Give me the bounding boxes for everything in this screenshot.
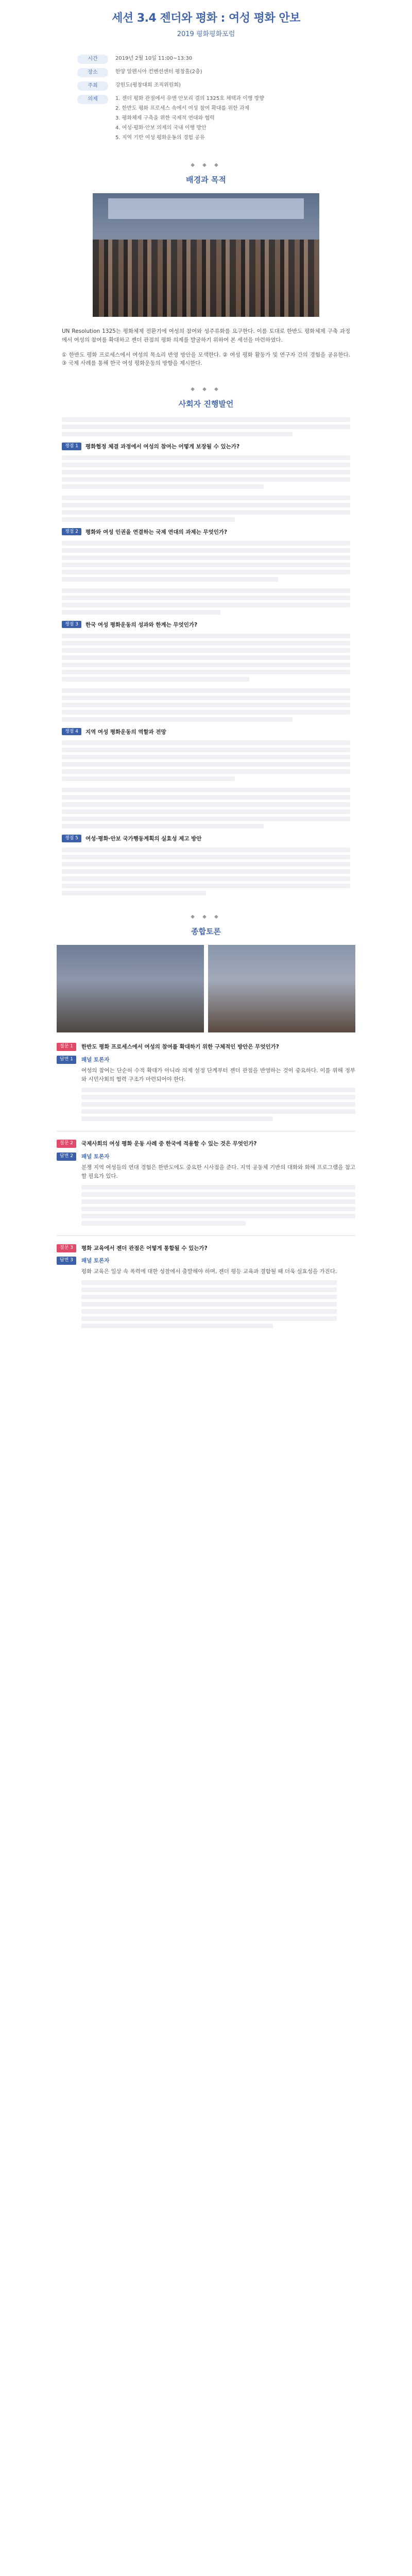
text-line: [81, 1185, 355, 1190]
answer-tag: 답변 2: [57, 1153, 76, 1161]
info-key: 주최: [77, 81, 108, 91]
section-divider: ◆ ◆ ◆: [191, 162, 221, 168]
text-line: [62, 577, 278, 582]
text-line: [62, 824, 264, 828]
text-line: [62, 884, 350, 888]
text-line: [62, 717, 293, 722]
page-title: 세션 3.4 젠더와 평화 : 여성 평화 안보: [112, 12, 300, 25]
text-line: [62, 603, 350, 607]
text-line: [62, 710, 350, 715]
text-line: [62, 855, 350, 859]
agenda-item: 1. 젠더 평화 관점에서 유엔 안보리 결의 1325호 채택과 이행 방향: [115, 95, 264, 101]
text-line: [81, 1309, 337, 1314]
text-line: [62, 555, 350, 560]
issue-title: 평화협정 체결 과정에서 여성의 참여는 어떻게 보장될 수 있는가?: [85, 444, 240, 450]
text-line: [62, 670, 350, 674]
text-line: [62, 696, 350, 700]
text-line: [62, 596, 350, 600]
info-row-agenda: [77, 95, 335, 144]
question-text: 평화 교육에서 젠더 관점은 어떻게 통합될 수 있는가?: [81, 1245, 208, 1251]
section-title-proceedings: 사회자 진행발언: [178, 399, 234, 409]
text-line: [81, 1192, 355, 1197]
text-line: [81, 1199, 355, 1204]
text-line: [62, 641, 350, 646]
discussion-photo: [57, 945, 204, 1032]
text-line: [81, 1109, 355, 1114]
question-tag: 질문 2: [57, 1140, 76, 1148]
issue-title: 한국 여성 평화운동의 성과와 한계는 무엇인가?: [85, 621, 198, 628]
text-line: [62, 703, 350, 707]
text-line: [81, 1287, 337, 1292]
text-line: [62, 655, 350, 660]
text-line: [62, 517, 235, 522]
issue-item: [62, 528, 350, 537]
text-line: [62, 817, 350, 821]
question-item: [57, 1043, 355, 1052]
text-line: [81, 1102, 355, 1107]
text-line: [62, 891, 206, 895]
text-line: [81, 1221, 246, 1226]
text-line: [62, 503, 350, 507]
question-item: [57, 1244, 355, 1253]
text-line: [62, 788, 350, 792]
section-divider: ◆ ◆ ◆: [191, 386, 221, 393]
text-line: [62, 740, 350, 745]
answer-text: 분쟁 지역 여성들의 연대 경험은 한반도에도 중요한 시사점을 준다. 지역 공동체 기반의 대화와 화해 프로그램을 참고할 필요가 있다.: [81, 1164, 355, 1179]
text-line: [81, 1316, 337, 1321]
info-key: 시간: [77, 55, 108, 64]
issue-tag: 쟁점 1: [62, 443, 81, 450]
text-line: [81, 1088, 355, 1092]
photo-crowd: [93, 240, 319, 317]
text-line: [62, 769, 350, 774]
answer-speaker: 패널 토론자: [81, 1154, 110, 1160]
text-line: [81, 1214, 355, 1218]
discussion-photos: [57, 945, 355, 1032]
text-line: [62, 648, 350, 653]
text-line: [62, 417, 350, 422]
issue-tag: 쟁점 2: [62, 528, 81, 535]
discussion-photo: [208, 945, 355, 1032]
question-item: [57, 1140, 355, 1148]
text-line: [81, 1116, 273, 1121]
info-value: 한양 알펜시아 컨벤션센터 평창홀(2층): [115, 69, 202, 75]
photo-banner: [108, 198, 304, 219]
question-text: 국제사회의 여성 평화 운동 사례 중 한국에 적용할 수 있는 것은 무엇인가?: [81, 1141, 257, 1147]
info-row-place: [77, 68, 335, 77]
info-value: 강원도(평창대회 조직위원회): [115, 82, 181, 88]
answer-speaker: 패널 토론자: [81, 1056, 110, 1063]
text-line: [62, 869, 350, 874]
text-line: [81, 1095, 355, 1099]
answer-text: 여성의 참여는 단순히 수적 확대가 아니라 의제 설정 단계부터 젠더 관점을 반영하는 것이 중요하다. 이를 위해 정부와 시민사회의 협력 구조가 마련되어야 한다.: [81, 1067, 355, 1082]
text-line: [62, 455, 350, 460]
text-line: [62, 484, 264, 489]
text-line: [62, 663, 350, 667]
question-tag: 질문 1: [57, 1043, 76, 1051]
text-line: [62, 634, 350, 638]
info-value: [115, 95, 264, 144]
question-text: 한반도 평화 프로세스에서 여성의 참여를 확대하기 위한 구체적인 방안은 무엇인가?: [81, 1044, 279, 1050]
info-row-host: [77, 81, 335, 91]
text-line: [62, 425, 350, 429]
info-key: 장소: [77, 68, 108, 77]
agenda-item: 5. 지역 기반 여성 평화운동의 경험 공유: [115, 134, 205, 141]
issue-title: 평화와 여성 인권을 연결하는 국제 연대의 과제는 무엇인가?: [85, 529, 228, 535]
text-line: [62, 470, 350, 474]
text-line: [81, 1280, 337, 1285]
text-line: [62, 510, 350, 515]
info-row-time: [77, 55, 335, 64]
background-paragraph: UN Resolution 1325는 평화체제 전환기에 여성의 참여와 성주류화를 요구한다. 이를 토대로 한반도 평화체제 구축 과정에서 여성의 참여를 확대하고 젠더 관점의 평화 의제를 발굴하기 위하여 본 세션을 마련하였다.: [62, 328, 350, 343]
section-title-background: 배경과 목적: [186, 175, 226, 184]
header: [0, 0, 412, 40]
text-line: [62, 477, 350, 482]
section-title-discussion: 종합토론: [191, 927, 221, 937]
group-photo: [93, 193, 319, 317]
divider: [57, 1235, 355, 1236]
text-line: [81, 1295, 337, 1299]
text-line: [62, 848, 350, 852]
section-divider: ◆ ◆ ◆: [191, 914, 221, 920]
info-key: 의제: [77, 95, 108, 104]
issue-item: [62, 443, 350, 451]
issue-item: [62, 835, 350, 843]
agenda-item: 2. 한반도 평화 프로세스 속에서 여성 참여 확대를 위한 과제: [115, 105, 250, 111]
issue-item: [62, 621, 350, 630]
answer-tag: 답변 1: [57, 1056, 76, 1064]
agenda-item: 3. 평화체제 구축을 위한 국제적 연대와 협력: [115, 115, 215, 121]
issue-tag: 쟁점 4: [62, 728, 81, 735]
answer-speaker: 패널 토론자: [81, 1258, 110, 1264]
agenda-item: 4. 여성·평화·안보 의제의 국내 이행 방안: [115, 125, 207, 131]
issue-tag: 쟁점 3: [62, 621, 81, 628]
text-line: [62, 610, 220, 615]
text-line: [62, 748, 350, 752]
text-line: [62, 762, 350, 767]
answer-item: [57, 1257, 355, 1331]
session-info: [77, 55, 335, 144]
text-line: [62, 588, 350, 593]
background-paragraph: ① 한반도 평화 프로세스에서 여성의 목소리 반영 방안을 모색한다. ② 여성 평화 활동가 및 연구자 간의 경험을 공유한다. ③ 국제 사례를 통해 한국 여성 평화운동의 방향을 제시한다.: [62, 351, 350, 367]
discussion-body: [57, 1043, 355, 1331]
text-line: [62, 755, 350, 759]
text-line: [62, 776, 235, 781]
question-tag: 질문 3: [57, 1244, 76, 1252]
text-line: [81, 1324, 273, 1328]
text-line: [62, 432, 293, 436]
text-line: [62, 802, 350, 807]
info-value: 2019년 2월 10일 11:00~13:30: [115, 55, 193, 61]
answer-tag: 답변 3: [57, 1257, 76, 1265]
proceedings-body: [62, 417, 350, 895]
text-line: [62, 688, 350, 693]
text-line: [62, 463, 350, 467]
issue-item: [62, 728, 350, 737]
text-line: [62, 548, 350, 553]
text-line: [62, 677, 249, 682]
answer-item: [57, 1153, 355, 1228]
text-line: [62, 496, 350, 500]
issue-title: 지역 여성 평화운동의 역할과 전망: [85, 728, 166, 735]
text-line: [62, 862, 350, 867]
text-line: [62, 795, 350, 800]
answer-text: 평화 교육은 일상 속 폭력에 대한 성찰에서 출발해야 하며, 젠더 평등 교육과 결합될 때 더욱 실효성을 가진다.: [81, 1268, 337, 1275]
page-subtitle: 2019 평화평화포럼: [177, 30, 235, 39]
issue-title: 여성·평화·안보 국가행동계획의 실효성 제고 방안: [85, 836, 202, 842]
text-line: [62, 541, 350, 546]
text-line: [62, 563, 350, 567]
text-line: [62, 570, 350, 574]
issue-tag: 쟁점 5: [62, 835, 81, 842]
text-line: [62, 876, 350, 881]
answer-item: [57, 1056, 355, 1124]
text-line: [81, 1302, 337, 1307]
text-line: [81, 1207, 355, 1211]
text-line: [62, 809, 350, 814]
